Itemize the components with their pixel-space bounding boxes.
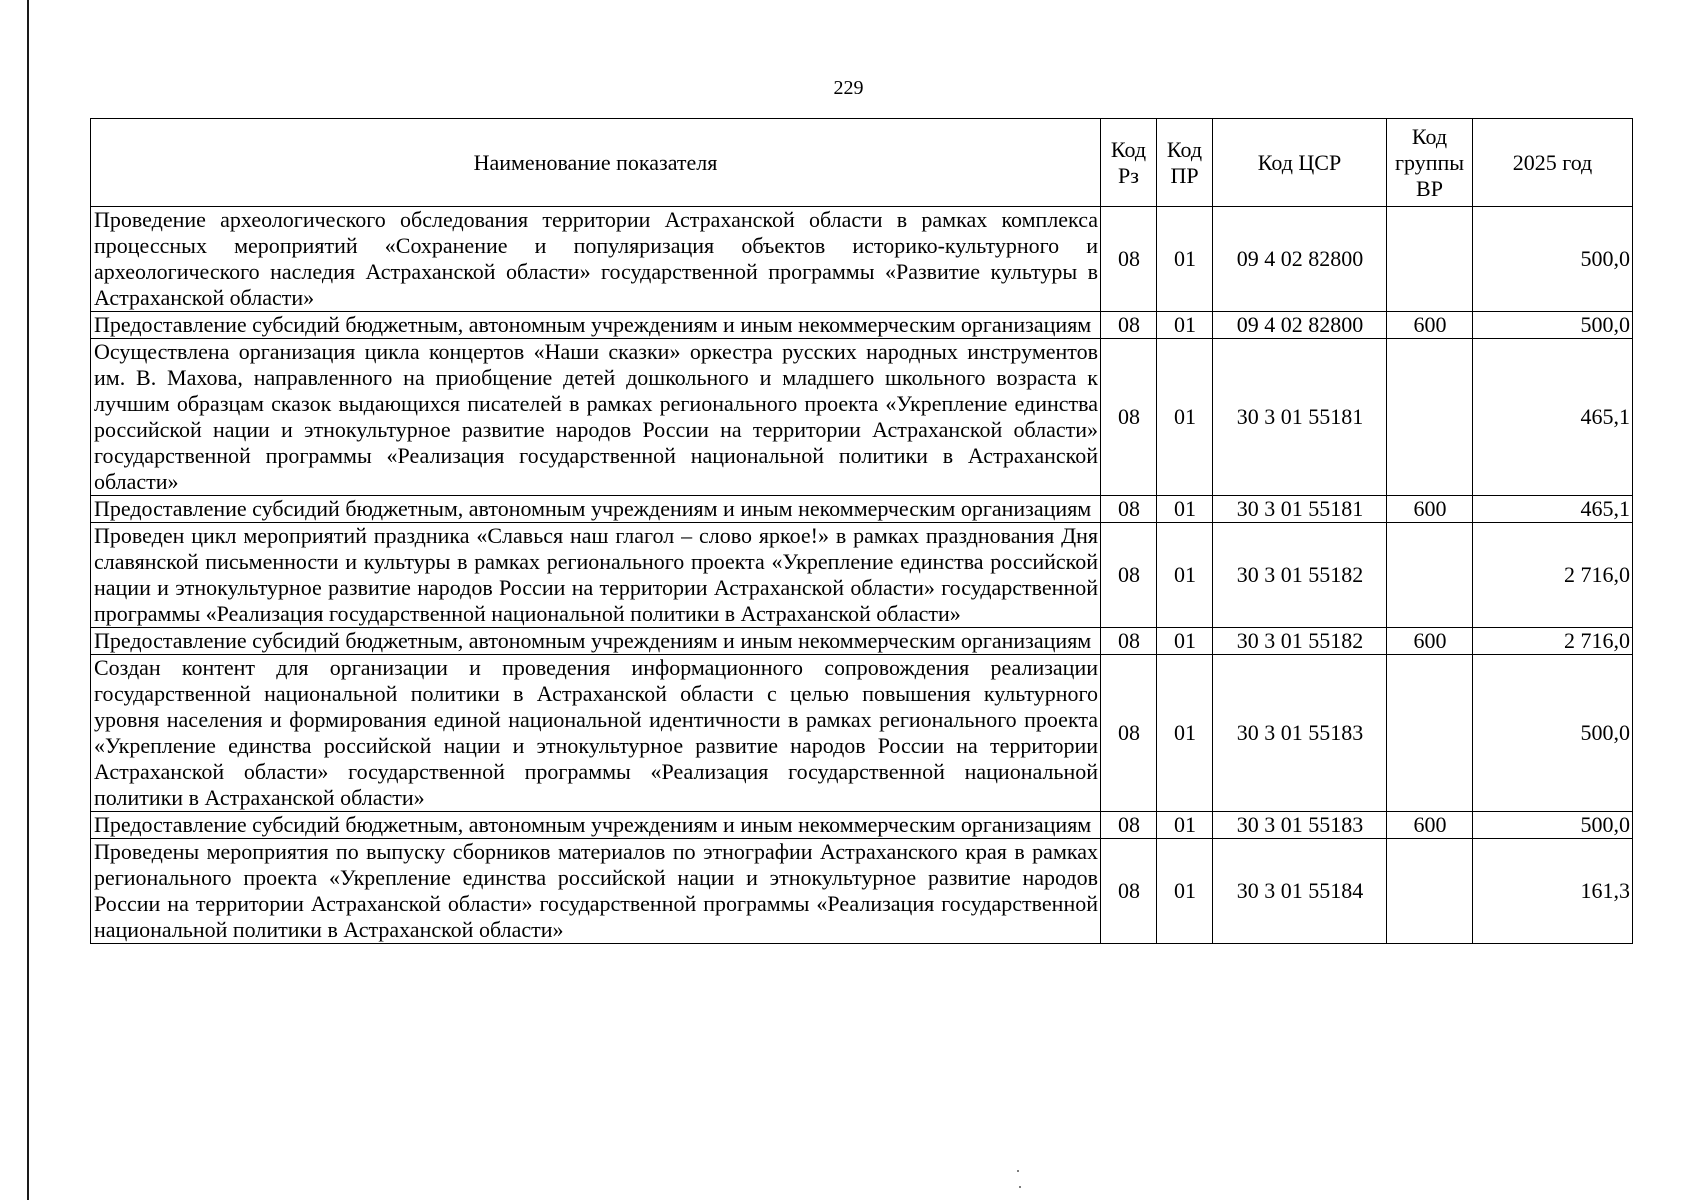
row-rz: 08 [1101,339,1157,496]
row-pr: 01 [1157,312,1213,339]
table-row [91,496,1633,523]
row-rz: 08 [1101,839,1157,944]
row-rz: 08 [1101,655,1157,812]
table-row [91,628,1633,655]
binding-margin-line [27,0,29,1200]
row-pr: 01 [1157,839,1213,944]
row-name: Предоставление субсидий бюджетным, автономным учреждениям и иным некоммерческим организациям [91,312,1101,339]
row-name: Проведен цикл мероприятий праздника «Славься наш глагол – слово яркое!» в рамках празднования Дня славянской письменности и культуры в рамках регионального проекта «Укрепление единства российской нации и этнокультурное развитие народов России на территории Астраханской области» государственной программы «Реализация государственной национальной политики в Астраханской области» [91,523,1101,628]
row-pr: 01 [1157,628,1213,655]
table-row [91,312,1633,339]
table-row [91,207,1633,312]
header-csr: Код ЦСР [1213,119,1387,207]
row-amount: 500,0 [1473,312,1633,339]
row-name: Осуществлена организация цикла концертов «Наши сказки» оркестра русских народных инструментов им. В. Махова, направленного на приобщение детей дошкольного и младшего школьного возраста к лучшим образцам сказок выдающихся писателей в рамках регионального проекта «Укрепление единства российской нации и этнокультурное развитие народов России на территории Астраханской области» государственной программы «Реализация государственной национальной политики в Астраханской области» [91,339,1101,496]
budget-table [90,118,1633,944]
row-name: Предоставление субсидий бюджетным, автономным учреждениям и иным некоммерческим организациям [91,496,1101,523]
table-row [91,523,1633,628]
row-amount: 500,0 [1473,207,1633,312]
scan-speck [1019,1186,1021,1188]
header-pr: Код ПР [1157,119,1213,207]
row-amount: 500,0 [1473,655,1633,812]
row-csr: 30 3 01 55183 [1213,812,1387,839]
row-amount: 465,1 [1473,339,1633,496]
row-name: Создан контент для организации и проведения информационного сопровождения реализации государственной национальной политики в Астраханской области с целью повышения культурного уровня населения и формирования единой национальной идентичности в рамках регионального проекта «Укрепление единства российской нации и этнокультурное развитие народов России на территории Астраханской области» государственной программы «Реализация государственной национальной политики в Астраханской области» [91,655,1101,812]
row-vr: 600 [1387,628,1473,655]
table-row [91,839,1633,944]
header-vr: Код группы ВР [1387,119,1473,207]
row-rz: 08 [1101,496,1157,523]
row-amount: 161,3 [1473,839,1633,944]
table-row [91,812,1633,839]
row-amount: 465,1 [1473,496,1633,523]
row-vr [1387,523,1473,628]
header-name: Наименование показателя [91,119,1101,207]
row-rz: 08 [1101,207,1157,312]
row-amount: 2 716,0 [1473,628,1633,655]
row-rz: 08 [1101,628,1157,655]
row-csr: 30 3 01 55183 [1213,655,1387,812]
row-pr: 01 [1157,812,1213,839]
row-pr: 01 [1157,339,1213,496]
row-name: Предоставление субсидий бюджетным, автономным учреждениям и иным некоммерческим организациям [91,628,1101,655]
row-rz: 08 [1101,812,1157,839]
row-vr: 600 [1387,312,1473,339]
row-vr [1387,207,1473,312]
row-csr: 30 3 01 55182 [1213,523,1387,628]
row-csr: 30 3 01 55184 [1213,839,1387,944]
table-header-row [91,119,1633,207]
row-pr: 01 [1157,523,1213,628]
row-csr: 30 3 01 55181 [1213,339,1387,496]
page-number: 229 [833,77,864,99]
row-pr: 01 [1157,655,1213,812]
row-csr: 09 4 02 82800 [1213,312,1387,339]
row-csr: 30 3 01 55181 [1213,496,1387,523]
row-name: Проведены мероприятия по выпуску сборников материалов по этнографии Астраханского края в рамках регионального проекта «Укрепление единства российской нации и этнокультурное развитие народов России на территории Астраханской области» государственной программы «Реализация государственной национальной политики в Астраханской области» [91,839,1101,944]
row-pr: 01 [1157,207,1213,312]
row-vr [1387,339,1473,496]
row-vr [1387,655,1473,812]
header-rz: Код Рз [1101,119,1157,207]
row-csr: 30 3 01 55182 [1213,628,1387,655]
row-pr: 01 [1157,496,1213,523]
row-name: Предоставление субсидий бюджетным, автономным учреждениям и иным некоммерческим организациям [91,812,1101,839]
row-vr [1387,839,1473,944]
row-csr: 09 4 02 82800 [1213,207,1387,312]
row-vr: 600 [1387,812,1473,839]
scan-speck [1017,1170,1019,1172]
header-year: 2025 год [1473,119,1633,207]
table-row [91,655,1633,812]
row-rz: 08 [1101,523,1157,628]
row-name: Проведение археологического обследования территории Астраханской области в рамках комплекса процессных мероприятий «Сохранение и популяризация объектов историко-культурного и археологического наследия Астраханской области» государственной программы «Развитие культуры в Астраханской области» [91,207,1101,312]
row-rz: 08 [1101,312,1157,339]
row-vr: 600 [1387,496,1473,523]
row-amount: 2 716,0 [1473,523,1633,628]
table-row [91,339,1633,496]
row-amount: 500,0 [1473,812,1633,839]
